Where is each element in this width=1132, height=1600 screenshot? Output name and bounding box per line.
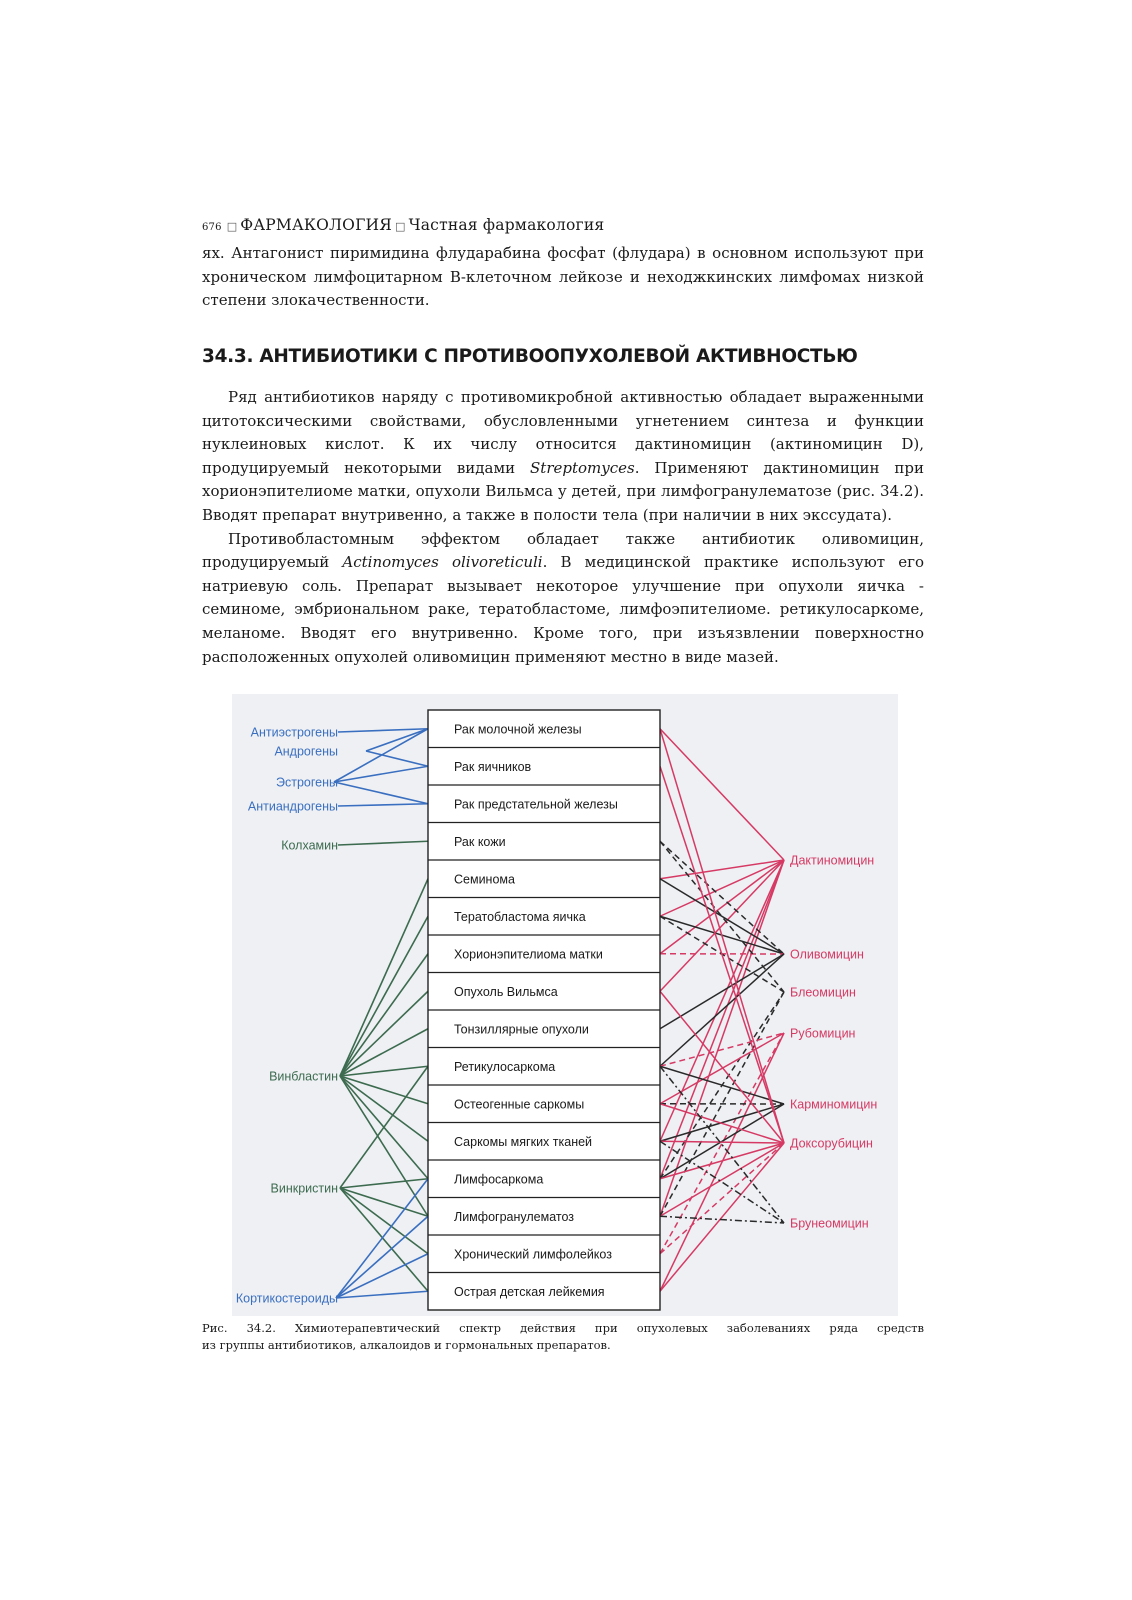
right-drug-label: Доксорубицин [790,1136,873,1151]
left-link [338,804,428,806]
left-link [340,1076,428,1104]
disease-label: Семинома [454,872,515,887]
right-link [660,729,784,1143]
right-drug-label: Оливомицин [790,947,864,962]
disease-label: Ретикулосаркома [454,1059,556,1074]
left-link [340,954,428,1076]
section-title: 34.3. АНТИБИОТИКИ С ПРОТИВООПУХОЛЕВОЙ АКТИВНОСТЬЮ [202,346,858,367]
left-drug-label: Винбластин [269,1069,338,1084]
left-drug-label: Андрогены [274,744,338,759]
left-link [336,1179,428,1298]
disease-label: Рак кожи [454,834,506,849]
left-link [340,1188,428,1216]
disease-label: Опухоль Вильмса [454,984,558,999]
chemotherapy-spectrum-diagram [232,694,898,1316]
left-drug-label: Антиэстрогены [250,725,338,740]
running-header [202,216,604,234]
left-drug-label: Кортикостероиды [235,1291,338,1306]
disease-label: Рак молочной железы [454,722,582,737]
left-link [366,729,428,751]
right-link [660,1033,784,1104]
disease-label: Остеогенные саркомы [454,1097,585,1112]
right-link [660,729,784,860]
right-link [660,879,784,954]
disease-label: Хорионэпителиома матки [454,947,603,962]
chapter-title: Частная фармакология [408,216,605,234]
separator-icon: □ [394,220,406,233]
page-number: 676 [202,222,222,233]
left-link [338,729,428,732]
intro-text: ях. Антагонист пиримидина флударабина фосфат (флудара) в основном используют при хроническом лимфоцитарном В-клеточном лейкозе и неходжкинских лимфомах низкой степени злокачественности. [202,244,924,310]
left-link [340,1066,428,1076]
figure-caption [202,1320,924,1354]
section-body [202,386,924,669]
right-link [660,860,784,879]
disease-label: Острая детская лейкемия [454,1284,605,1299]
left-link [336,1291,428,1298]
intro-paragraph [202,242,924,313]
disease-label: Рак яичников [454,759,532,774]
disease-label: Тератобластома яичка [454,909,586,924]
right-drug-label: Карминомицин [790,1097,878,1112]
right-link [660,1143,784,1216]
right-drug-label: Блеомицин [790,985,856,1000]
left-link [340,1066,428,1188]
left-link [338,841,428,845]
left-link [340,1188,428,1254]
paragraph-1: Ряд антибиотиков наряду с противомикробной активностью обладает выраженными цитотоксическими свойствами, обусловленными угнетением синтеза и функции нуклеиновых кислот. К их числу относится дактиномицин (актиномицин D), продуцируемый некоторыми видами Streptomyces. Применяют дактиномицин при хорионэпителиоме матки, опухоли Вильмса у детей, при лимфогранулематозе (рис. 34.2). Вводят препарат внутривенно, а также в полости тела (при наличии в них экссудата). [202,388,924,524]
right-drug-label: Брунеомицин [790,1216,869,1231]
disease-label: Саркомы мягких тканей [454,1134,593,1149]
book-title: ФАРМАКОЛОГИЯ [240,216,392,234]
left-link [336,1216,428,1298]
right-drug-label: Рубомицин [790,1026,856,1041]
paragraph-2: Противобластомным эффектом обладает также антибиотик оливомицин, продуцируемый Actinomyces olivoreticuli. В медицинской практике используют его натриевую соль. Препарат вызывает некоторое улучшение при опухоли яичка - семиноме, эмбриональном раке, тератобластоме, лимфоэпителиоме. ретикулосаркоме, меланоме. Вводят его внутривенно. Кроме того, при изъязвлении поверхностно расположенных опухолей оливомицин применяют местно в виде мазей. [202,529,925,666]
left-link [340,1179,428,1188]
left-link [334,782,428,804]
left-drug-label: Эстрогены [276,775,338,790]
separator-icon: □ [226,220,238,233]
disease-label: Рак предстательной железы [454,797,618,812]
disease-label: Лимфогранулематоз [454,1209,575,1224]
right-drug-label: Дактиномицин [790,853,875,868]
caption-line-1: Рис. 34.2. Химиотерапевтический спектр действия при опухолевых заболеваниях ряда средств [202,1321,924,1335]
right-link [660,1141,784,1143]
left-link [340,991,428,1076]
left-drug-label: Антиандрогены [247,799,338,814]
disease-label: Хронический лимфолейкоз [454,1247,612,1262]
caption-line-2: из группы антибиотиков, алкалоидов и гормональных препаратов. [202,1338,611,1352]
disease-label: Тонзиллярные опухоли [454,1022,589,1037]
disease-label: Лимфосаркома [454,1172,544,1187]
figure-34-2 [232,694,898,1316]
left-drug-label: Колхамин [281,838,338,853]
left-link [340,879,428,1076]
left-drug-label: Винкристин [270,1181,338,1196]
